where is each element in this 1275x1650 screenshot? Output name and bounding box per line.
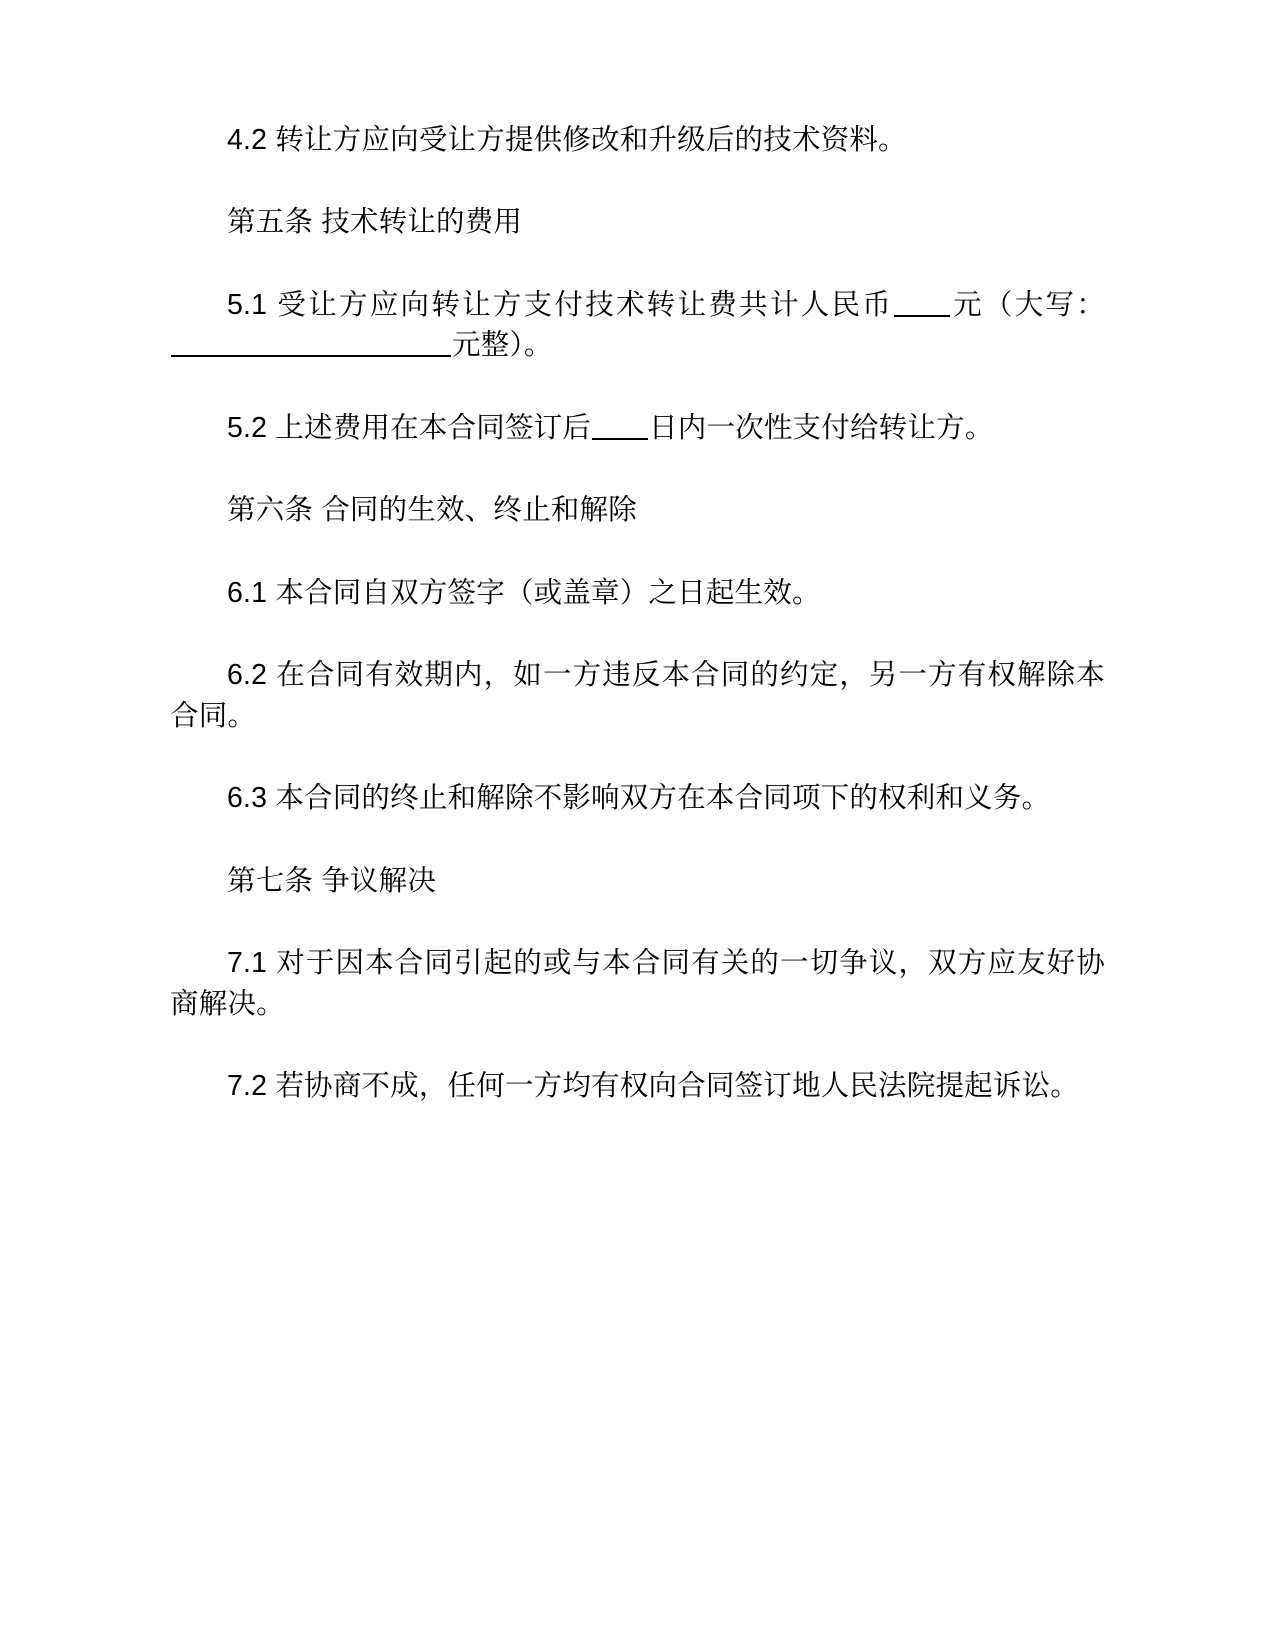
document-body <box>170 120 1105 1107</box>
paragraph-5-2 <box>170 408 1105 448</box>
fill-in-blank[interactable] <box>171 355 451 357</box>
heading-section-six: 第六条 合同的生效、终止和解除 <box>227 494 637 527</box>
fill-in-blank[interactable] <box>894 315 950 317</box>
paragraph-7-2: 7.2 若协商不成，任何一方均有权向合同签订地人民法院提起诉讼。 <box>227 1070 1079 1103</box>
paragraph-4-2: 4.2 转让方应向受让方提供修改和升级后的技术资料。 <box>227 124 907 156</box>
heading-section-seven: 第七条 争议解决 <box>227 864 437 897</box>
paragraph-text: 日内一次性支付给转让方。 <box>649 411 994 444</box>
paragraph-text: 元（大写： <box>951 288 1105 321</box>
paragraph-text: 5.1 受让方应向转让方支付技术转让费共计人民币 <box>227 288 894 321</box>
paragraph-text: 5.2 上述费用在本合同签订后 <box>227 411 592 444</box>
paragraph-6-2: 6.2 在合同有效期内，如一方违反本合同的约定，另一方有权解除本合同。 <box>170 659 1105 732</box>
paragraph-5-1 <box>170 285 1105 366</box>
paragraph-6-1: 6.1 本合同自双方签字（或盖章）之日起生效。 <box>227 576 821 609</box>
fill-in-blank[interactable] <box>592 438 648 440</box>
paragraph-7-1: 7.1 对于因本合同引起的或与本合同有关的一切争议，双方应友好协商解决。 <box>170 947 1105 1020</box>
paragraph-6-3: 6.3 本合同的终止和解除不影响双方在本合同项下的权利和义务。 <box>227 782 1051 815</box>
heading-section-five: 第五条 技术转让的费用 <box>227 206 523 239</box>
paragraph-text: 元整）。 <box>452 329 553 362</box>
